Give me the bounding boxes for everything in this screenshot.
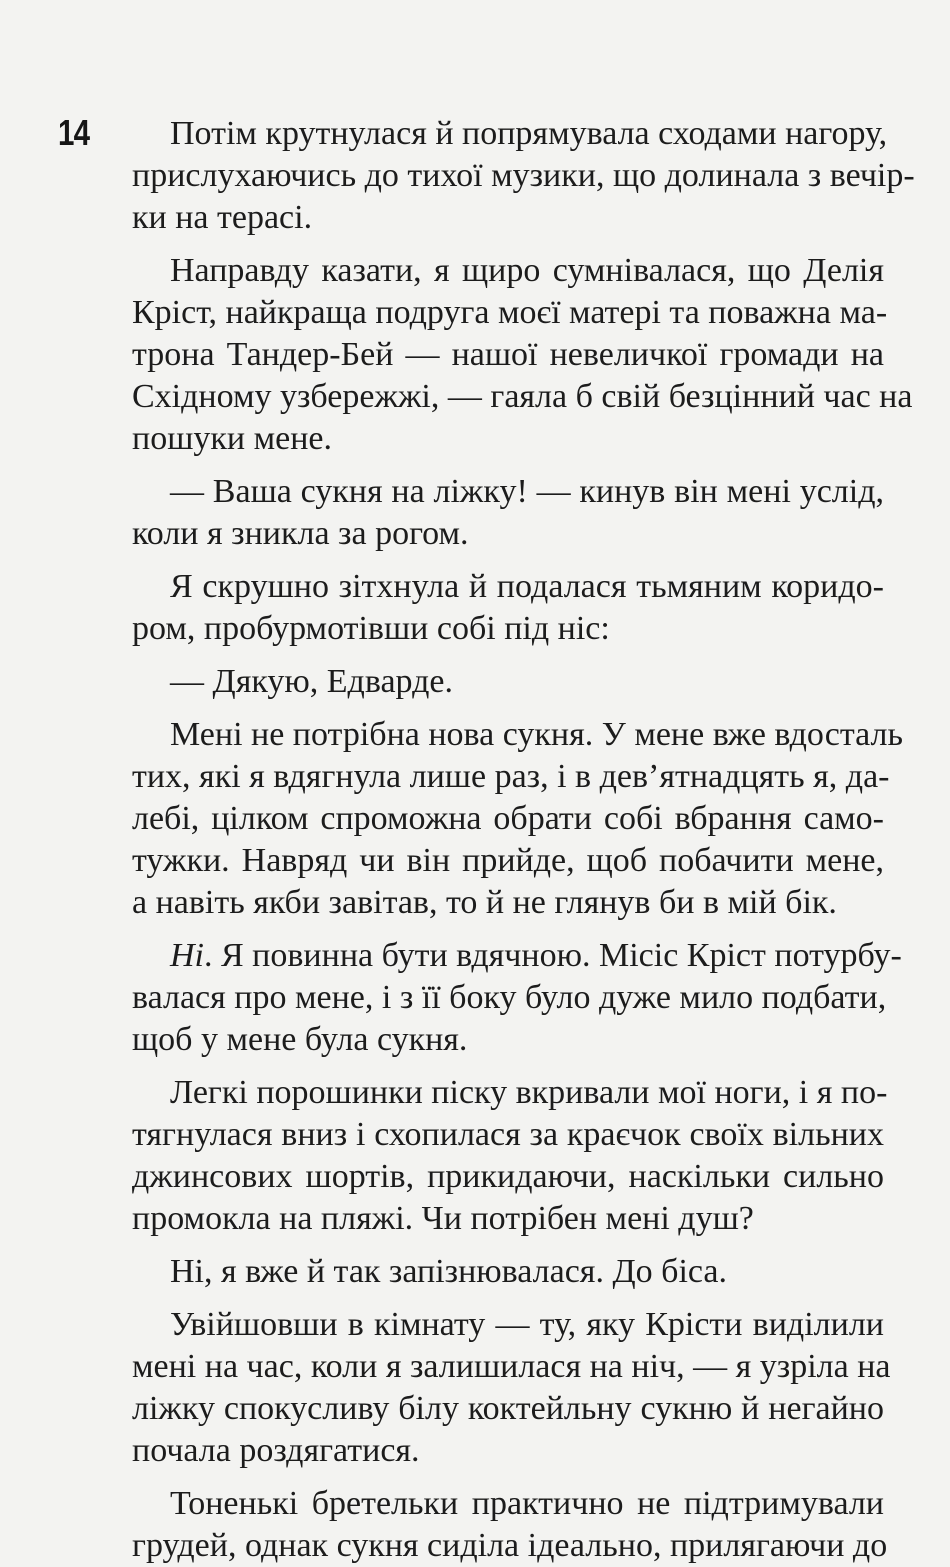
line-text: трона Тандер-Бей — нашої невеличкої громади на (132, 336, 884, 373)
body-text (132, 113, 915, 1567)
line-text: почала роздягатися. (132, 1432, 420, 1469)
italic-text: Ні (170, 937, 204, 974)
text-line (132, 756, 890, 798)
text-line (132, 334, 884, 376)
line-text: — Дякую, Едварде. (170, 663, 453, 700)
line-text: Мені не потрібна нова сукня. У мене вже вдосталь (170, 716, 903, 753)
line-text: тих, які я вдягнула лише раз, і в дев’ятнадцять я, да- (132, 758, 890, 795)
text-line (132, 471, 884, 513)
line-text: щоб у мене була сукня. (132, 1021, 468, 1058)
text-line (132, 714, 903, 756)
line-text: Направду казати, я щиро сумнівалася, що Делія (170, 252, 884, 289)
text-line (132, 418, 884, 460)
line-text: валася про мене, і з її боку було дуже мило подбати, (132, 979, 887, 1016)
page-number: 14 (58, 112, 90, 153)
line-text: прислухаючись до тихої музики, що долинала з вечір- (132, 157, 915, 194)
text-line (132, 882, 884, 924)
text-line (132, 1156, 884, 1198)
line-text: лебі, цілком спроможна обрати собі вбрання само- (132, 800, 884, 837)
line-text: промокла на пляжі. Чи потрібен мені душ? (132, 1200, 754, 1237)
text-line (132, 1430, 884, 1472)
line-text: Увійшовши в кімнату — ту, яку Крісти виділили (170, 1306, 884, 1343)
line-text: Ні, я вже й так запізнювалася. До біса. (170, 1253, 727, 1290)
text-line (132, 376, 913, 418)
text-line (132, 1304, 884, 1346)
text-line (132, 513, 884, 555)
text-line (132, 798, 884, 840)
line-text: джинсових шортів, прикидаючи, наскільки сильно (132, 1158, 884, 1195)
line-text: Кріст, найкраща подруга моєї матері та поважна ма- (132, 294, 888, 331)
text-line (132, 155, 915, 197)
text-line (132, 840, 884, 882)
line-text: грудей, однак сукня сиділа ідеально, прилягаючи до (132, 1527, 888, 1564)
text-line (132, 1483, 884, 1525)
text-line (132, 1346, 891, 1388)
line-text: ром, пробурмотівши собі під ніс: (132, 610, 610, 647)
line-text: Потім крутнулася й попрямувала сходами нагору, (170, 115, 888, 152)
text-line (132, 1251, 884, 1293)
line-text: Я скрушно зітхнула й подалася тьмяним коридо- (170, 568, 884, 605)
line-text: тягнулася вниз і схопилася за краєчок своїх вільних (132, 1116, 884, 1153)
text-line (132, 566, 884, 608)
text-line (132, 1019, 884, 1061)
text-line (132, 292, 888, 334)
text-line (132, 1388, 884, 1430)
line-text: Легкі порошинки піску вкривали мої ноги, і я по- (170, 1074, 888, 1111)
text-line (132, 1114, 884, 1156)
text-line (132, 113, 888, 155)
line-text: пошуки мене. (132, 420, 332, 457)
line-text: а навіть якби завітав, то й не глянув би в мій бік. (132, 884, 837, 921)
line-text: — Ваша сукня на ліжку! — кинув він мені услід, (170, 473, 884, 510)
line-text: мені на час, коли я залишилася на ніч, — я узріла на (132, 1348, 891, 1385)
line-text: ліжку спокусливу білу коктейльну сукню й негайно (132, 1390, 884, 1427)
line-text: тужки. Навряд чи він прийде, щоб побачити мене, (132, 842, 884, 879)
text-line (132, 977, 887, 1019)
text-line (132, 197, 884, 239)
text-line (132, 250, 884, 292)
line-text: . Я повинна бути вдячною. Місіс Кріст потурбу- (204, 937, 902, 974)
text-line (132, 935, 902, 977)
text-line (132, 661, 884, 703)
text-line (132, 1072, 888, 1114)
text-line (132, 1525, 888, 1567)
line-text: ки на терасі. (132, 199, 313, 236)
line-text: Східному узбережжі, — гаяла б свій безцінний час на (132, 378, 913, 415)
text-line (132, 608, 884, 650)
text-line (132, 1198, 884, 1240)
line-text: коли я зникла за рогом. (132, 515, 469, 552)
line-text: Тоненькі бретельки практично не підтримували (170, 1485, 884, 1522)
